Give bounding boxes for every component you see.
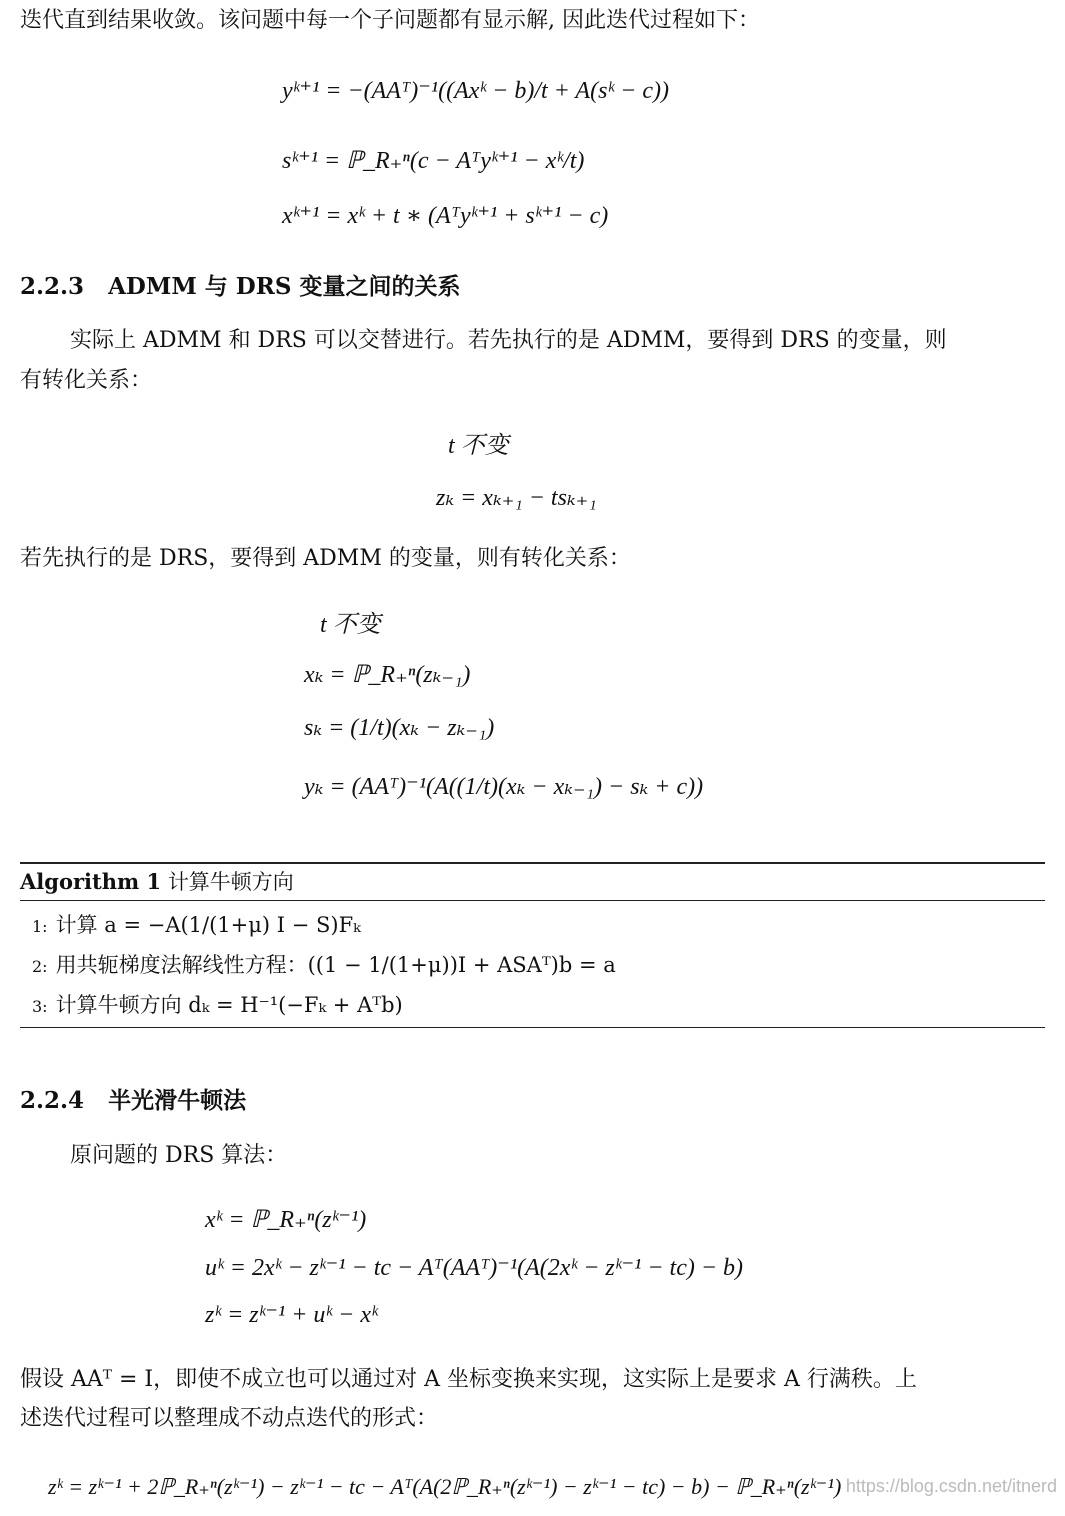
section-number: 2.2.4 [20,1087,85,1114]
equation-x-update: xᵏ⁺¹ = xᵏ + t ∗ (Aᵀyᵏ⁺¹ + sᵏ⁺¹ − c) [282,203,609,229]
equation-drs-z: zᵏ = zᵏ⁻¹ + uᵏ − xᵏ [205,1302,378,1328]
step-number: 3: [32,997,48,1016]
step-number: 1: [32,917,48,936]
equation-yk: yₖ = (AAᵀ)⁻¹(A((1/t)(xₖ − xₖ₋₁) − sₖ + c)) [304,774,704,800]
intro-text: 迭代直到结果收敛。该问题中每一个子问题都有显示解, 因此迭代过程如下： [20,8,760,33]
paragraph-line: 述迭代过程可以整理成不动点迭代的形式： [20,1406,439,1431]
step-number: 2: [32,957,48,976]
paragraph-line: 原问题的 DRS 算法： [70,1143,288,1168]
algorithm-step [32,950,616,982]
section-number: 2.2.3 [20,273,85,300]
equation-s-update: sᵏ⁺¹ = ℙ_R₊ⁿ(c − Aᵀyᵏ⁺¹ − xᵏ/t) [282,148,585,174]
algorithm-top-rule [20,862,1045,864]
algorithm-step [32,910,361,942]
equation-y-update: yᵏ⁺¹ = −(AAᵀ)⁻¹((Axᵏ − b)/t + A(sᵏ − c)) [282,78,669,104]
algorithm-title [20,867,294,897]
paragraph-line: 实际上 ADMM 和 DRS 可以交替进行。若先执行的是 ADMM，要得到 DRS 的变量，则 [70,328,947,353]
algorithm-bottom-rule [20,1027,1045,1028]
equation-drs-u: uᵏ = 2xᵏ − zᵏ⁻¹ − tc − Aᵀ(AAᵀ)⁻¹(A(2xᵏ − zᵏ⁻¹ − tc) − b) [205,1255,744,1281]
section-title: ADMM 与 DRS 变量之间的关系 [108,273,461,300]
equation-xk: xₖ = ℙ_R₊ⁿ(zₖ₋₁) [304,662,471,688]
equation-sk: sₖ = (1/t)(xₖ − zₖ₋₁) [304,715,495,741]
algorithm-name: 计算牛顿方向 [167,870,294,894]
section-heading-2-2-4 [20,1086,246,1116]
section-heading-2-2-3 [20,272,460,302]
paragraph-line: 若先执行的是 DRS，要得到 ADMM 的变量，则有转化关系： [20,546,631,571]
algorithm-mid-rule [20,900,1045,901]
watermark: https://blog.csdn.net/itnerd [845,1476,1057,1496]
paragraph-line: 假设 AAᵀ = I，即使不成立也可以通过对 A 坐标变换来实现，这实际上是要求 A 行满秩。上 [20,1367,917,1392]
algorithm-label: Algorithm 1 [20,869,162,894]
equation-fixed-point: zᵏ = zᵏ⁻¹ + 2ℙ_R₊ⁿ(zᵏ⁻¹) − zᵏ⁻¹ − tc − Aᵀ(A(2ℙ_R₊ⁿ(zᵏ⁻¹) − zᵏ⁻¹ − tc) − b) − ℙ_R₊ⁿ(zᵏ⁻¹) [48,1474,842,1499]
step-text: 计算牛顿方向 dₖ = H⁻¹(−Fₖ + Aᵀb) [55,993,403,1017]
equation-t-unchanged: t 不变 [320,612,381,638]
step-text: 计算 a = −A(1/(1+μ) I − S)Fₖ [55,913,361,937]
algorithm-step [32,990,403,1022]
equation-drs-x: xᵏ = ℙ_R₊ⁿ(zᵏ⁻¹) [205,1207,367,1233]
equation-t-unchanged: t 不变 [448,433,509,459]
step-text: 用共轭梯度法解线性方程：((1 − 1/(1+μ))I + ASAᵀ)b = a [55,953,616,977]
equation-z: zₖ = xₖ₊₁ − tsₖ₊₁ [436,485,597,511]
section-title: 半光滑牛顿法 [108,1087,247,1114]
paragraph-line: 有转化关系： [20,368,153,393]
